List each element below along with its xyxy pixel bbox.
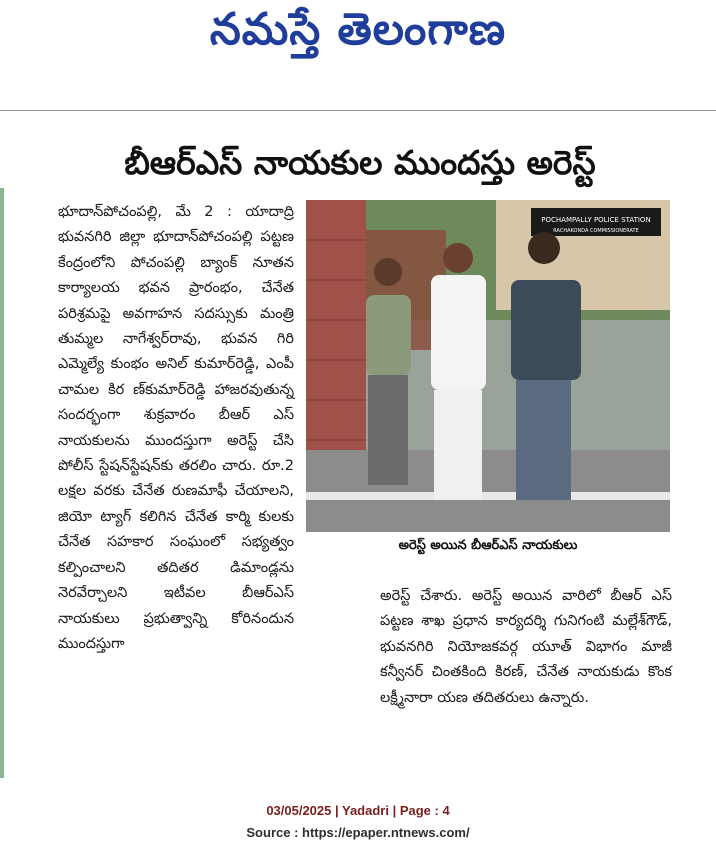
article-headline: బీఆర్ఎస్ నాయకుల ముందస్తు అరెస్ట్: [124, 143, 596, 182]
newspaper-title: నమస్తే తెలంగాణ: [209, 4, 507, 55]
masthead-divider: [0, 110, 716, 111]
photo-caption: అరెస్ట్ అయిన బీఆర్ఎస్ నాయకులు: [398, 538, 578, 553]
article-column-left: [58, 200, 294, 657]
article-body-left: భూదాన్‌పోచంపల్లి, మే 2 : యాదాద్రి భువనగిరి జిల్లా భూదాన్‌పోచంపల్లి పట్టణ కేంద్రంలోని పోచంపల్లి బ్యాంక్ నూతన కార్యాలయ భవన ప్రారంభం, చేనేత పరిశ్రమపై అవగాహన సదస్సుకు మంత్రి తుమ్మల నాగేశ్వర్‌రావు, భువన గిరి ఎమ్మెల్యే కుంభం అనిల్ కుమార్‌రెడ్డి, ఎంపీ చామల కిర ణ్‌కుమార్‌రెడ్డి హాజరవుతున్న సందర్భంగా శుక్రవారం బీఆర్ ఎస్ నాయకులను ముందస్తుగా అరెస్ట్ చేసి పోలీస్ స్టేషన్‌స్టేషన్‌కు తరలిం చారు. రూ.2 లక్షల వరకు చేనేత రుణమాఫీ చేయాలని, జియో ట్యాగ్ కలిగిన చేనేత కార్మి కులకు చేనేత సహకార సంఘంలో సభ్యత్వం కల్పించాలని తదితర డిమాండ్లను నెరవేర్చాలని ఇటీవల బీఆర్ఎస్ నాయకులు ప్రభుత్వాన్ని కోరినందున ముందస్తుగా: [58, 204, 294, 652]
masthead: [0, 0, 716, 78]
article-column-right: [380, 584, 672, 711]
police-station-sign: POCHAMPALLY POLICE STATION: [541, 216, 651, 224]
article-photo: [306, 200, 670, 532]
edition-info: 03/05/2025 | Yadadri | Page : 4: [266, 803, 450, 818]
photo-image: [306, 200, 670, 532]
article-body-right: అరెస్ట్ చేశారు. అరెస్ట్ అయిన వారిలో బీఆర్ ఎస్ పట్టణ శాఖ ప్రధాన కార్యదర్శి గునిగంటి మల్లేశ్‌గౌడ్, భువనగిరి నియోజకవర్గ యూత్ విభాగం మాజీ కన్వీనర్ చింతకింది కిరణ్, చేనేత నాయకుడు కొంక లక్ష్మీనారా యణ తదితరులు ఉన్నారు.: [380, 588, 672, 706]
page-footer: [0, 800, 716, 844]
page-edge-bar: [0, 188, 4, 778]
source-link[interactable]: Source : https://epaper.ntnews.com/: [246, 825, 470, 840]
police-station-sign-sub: RACHAKONDA COMMISSIONERATE: [553, 228, 639, 234]
